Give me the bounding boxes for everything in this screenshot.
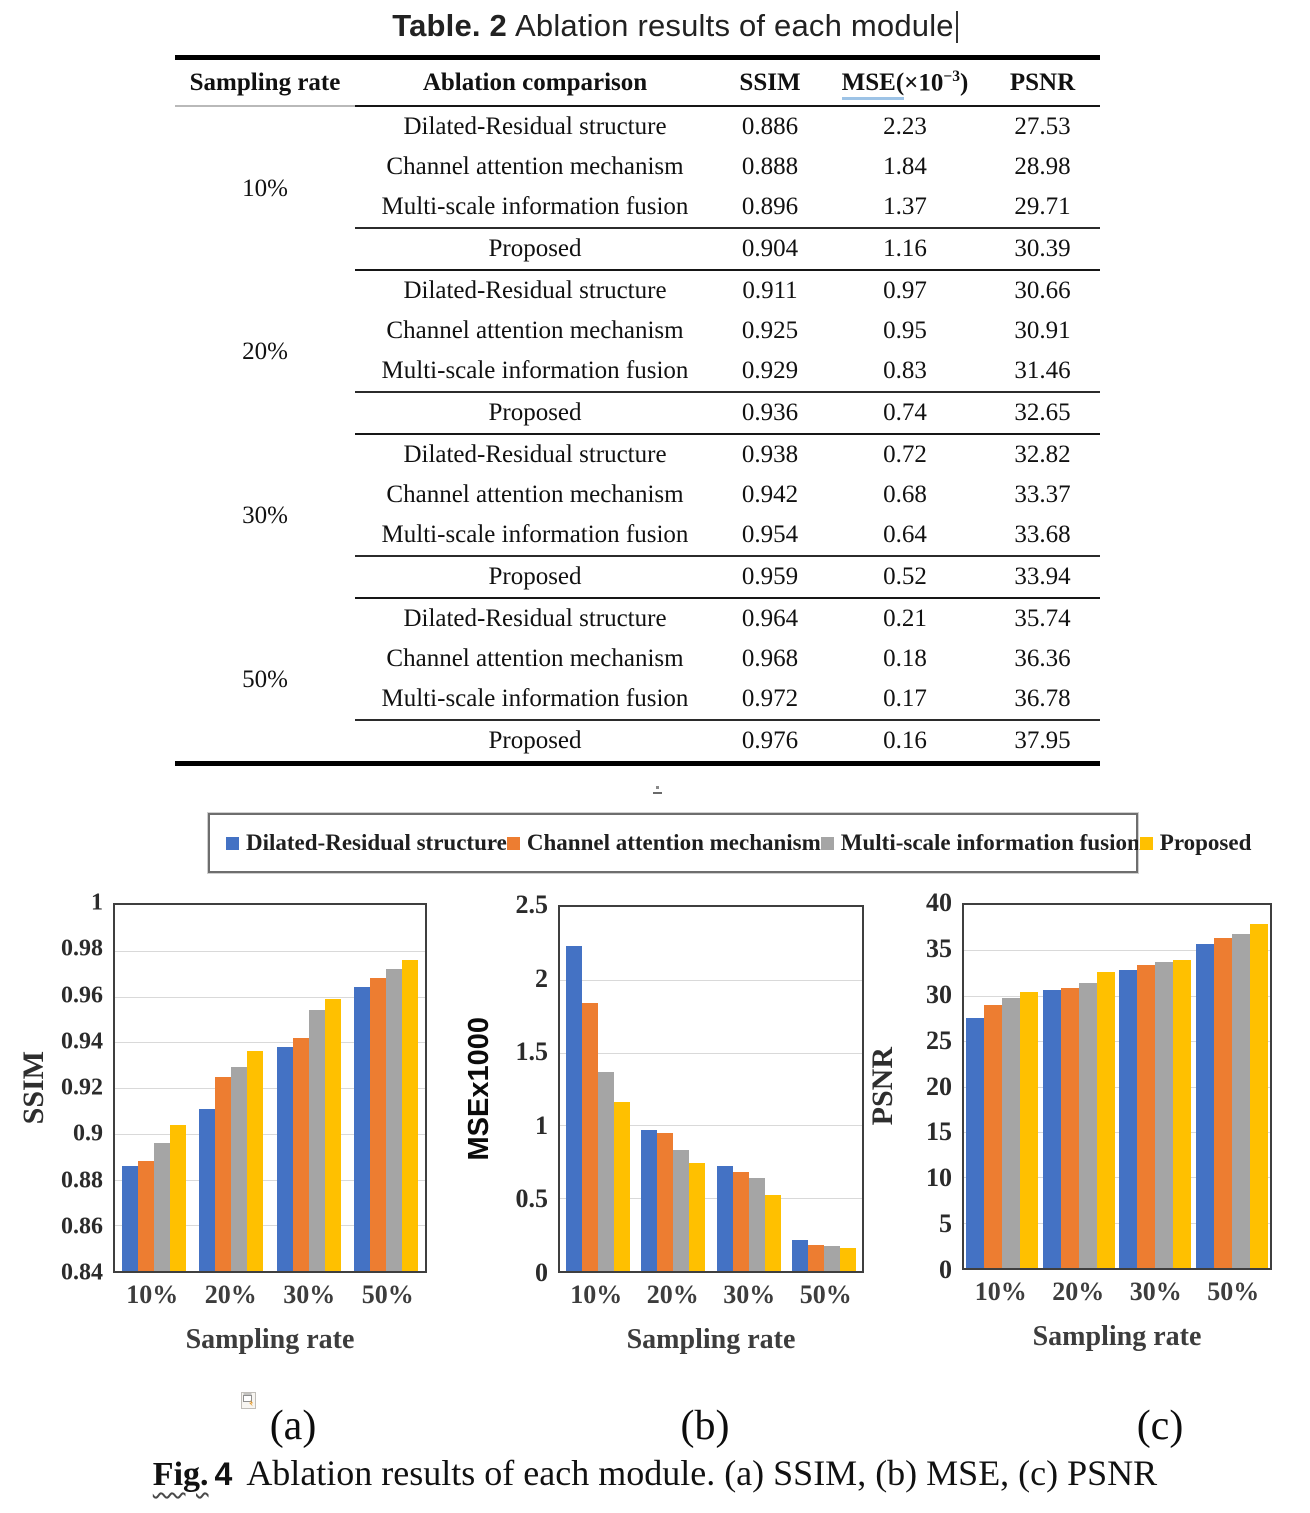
table-cell: Proposed bbox=[355, 228, 715, 270]
y-tick-label: 20 bbox=[926, 1071, 952, 1101]
table-cell: Multi-scale information fusion bbox=[381, 193, 689, 220]
bar-group bbox=[966, 905, 1038, 1268]
bar-group bbox=[1196, 905, 1268, 1268]
table-cell: 0.72 bbox=[883, 441, 927, 468]
table-cell: Dilated-Residual structure bbox=[403, 277, 667, 304]
table-cell: 36.78 bbox=[1014, 685, 1071, 712]
table-cell: 0.97 bbox=[883, 277, 927, 304]
legend-item bbox=[507, 830, 821, 856]
bar bbox=[733, 1172, 749, 1271]
ablation-table bbox=[175, 55, 1100, 766]
x-axis-ticks bbox=[962, 1270, 1272, 1314]
table-cell: 32.65 bbox=[985, 392, 1100, 434]
bar bbox=[824, 1246, 840, 1271]
legend-swatch-icon bbox=[507, 837, 520, 850]
y-tick-label: 10 bbox=[926, 1163, 952, 1193]
y-tick-label: 1 bbox=[91, 889, 103, 916]
y-tick-label: 25 bbox=[926, 1025, 952, 1055]
x-axis-title: Sampling rate bbox=[626, 1324, 796, 1355]
chart-ssim bbox=[13, 889, 427, 1363]
table-cell: 0.938 bbox=[741, 441, 799, 468]
bar bbox=[402, 960, 418, 1271]
subfigure-label-b: (b) bbox=[680, 1403, 730, 1449]
table-cell: 2.23 bbox=[883, 113, 927, 140]
table-header-row bbox=[175, 58, 1100, 107]
bar bbox=[1196, 944, 1214, 1268]
table-cell: 0.888 bbox=[741, 153, 799, 180]
bar bbox=[325, 999, 341, 1271]
bar-group bbox=[354, 905, 418, 1271]
bar bbox=[641, 1130, 657, 1271]
table-cell: 28.98 bbox=[1014, 153, 1071, 180]
table-cell: 0.925 bbox=[741, 317, 799, 344]
y-tick-label: 0.98 bbox=[61, 935, 103, 962]
table-cell: Proposed bbox=[355, 392, 715, 434]
stray-mark bbox=[652, 786, 662, 794]
bar bbox=[1002, 998, 1020, 1268]
bar bbox=[1137, 965, 1155, 1268]
bar bbox=[1097, 972, 1115, 1268]
table-cell: 30.91 bbox=[1014, 317, 1071, 344]
table-cell: 33.68 bbox=[1014, 521, 1071, 548]
table-cell: 0.68 bbox=[883, 481, 927, 508]
table-cell: 0.972 bbox=[741, 685, 799, 712]
bar bbox=[1119, 970, 1137, 1268]
y-axis-title: PSNR bbox=[866, 1047, 899, 1126]
table-cell: Proposed bbox=[355, 720, 715, 764]
table-cell: 0.74 bbox=[825, 392, 985, 434]
plot-area bbox=[113, 903, 427, 1273]
col-header-ablation: Ablation comparison bbox=[355, 58, 715, 107]
table-row bbox=[175, 270, 1100, 311]
bar bbox=[598, 1072, 614, 1271]
y-axis-title: MSEx1000 bbox=[462, 1017, 495, 1161]
y-axis-ticks bbox=[500, 890, 558, 1287]
sampling-rate-cell: 30% bbox=[242, 502, 288, 529]
table-cell: 35.74 bbox=[1014, 605, 1071, 632]
table-cell: 37.95 bbox=[985, 720, 1100, 764]
table-cell: 0.18 bbox=[883, 645, 927, 672]
chart-legend bbox=[208, 813, 1252, 873]
bar-group bbox=[199, 905, 263, 1271]
table-cell: 0.52 bbox=[825, 556, 985, 598]
table-cell: 33.94 bbox=[985, 556, 1100, 598]
bar bbox=[566, 946, 582, 1271]
y-axis-title: SSIM bbox=[17, 1051, 50, 1125]
table-cell: 0.95 bbox=[883, 317, 927, 344]
caption-fig-label: Fig. bbox=[152, 1456, 209, 1493]
stray-mark-dash bbox=[653, 792, 662, 794]
bar bbox=[138, 1161, 154, 1271]
bar-group bbox=[1119, 905, 1191, 1268]
table-cell: Proposed bbox=[355, 556, 715, 598]
bar bbox=[309, 1010, 325, 1271]
caption-fig-number: 4 bbox=[214, 1456, 233, 1492]
x-axis-ticks bbox=[558, 1273, 864, 1317]
table-cell: Multi-scale information fusion bbox=[381, 521, 689, 548]
table-cell: Multi-scale information fusion bbox=[381, 357, 689, 384]
legend-swatch-icon bbox=[226, 837, 239, 850]
bar bbox=[792, 1240, 808, 1271]
sampling-rate-cell: 50% bbox=[242, 665, 288, 693]
x-tick-label: 30% bbox=[283, 1280, 336, 1309]
table-cell: 0.64 bbox=[883, 521, 927, 548]
y-tick-label: 1.5 bbox=[515, 1037, 548, 1067]
table-cell: 0.942 bbox=[741, 481, 799, 508]
table-row bbox=[175, 106, 1100, 147]
bar bbox=[386, 969, 402, 1271]
table-cell: 29.71 bbox=[1014, 193, 1071, 220]
col-header-ssim: SSIM bbox=[715, 58, 825, 107]
table-row bbox=[175, 434, 1100, 475]
y-tick-label: 0.92 bbox=[61, 1074, 103, 1101]
bar bbox=[582, 1003, 598, 1271]
bar bbox=[1214, 938, 1232, 1268]
y-axis-ticks bbox=[904, 888, 962, 1284]
bar bbox=[717, 1166, 733, 1271]
legend-item bbox=[821, 830, 1140, 856]
bar bbox=[1155, 962, 1173, 1268]
table-title-text: Ablation results of each module bbox=[515, 8, 954, 43]
y-tick-label: 2 bbox=[535, 963, 548, 993]
table-cell: 36.36 bbox=[1014, 645, 1071, 672]
y-tick-label: 30 bbox=[926, 979, 952, 1009]
x-tick-label: 20% bbox=[1052, 1277, 1105, 1306]
bar bbox=[122, 1166, 138, 1271]
table-row bbox=[175, 598, 1100, 639]
col-header-psnr: PSNR bbox=[985, 58, 1100, 107]
table-cell: 0.929 bbox=[741, 357, 799, 384]
sampling-rate-cell: 20% bbox=[242, 338, 288, 365]
table-cell: Dilated-Residual structure bbox=[403, 441, 667, 468]
bar bbox=[277, 1047, 293, 1271]
bar bbox=[1250, 924, 1268, 1268]
col-header-sampling-rate: Sampling rate bbox=[175, 58, 355, 107]
table-cell: 31.46 bbox=[1014, 357, 1071, 384]
bar-group bbox=[717, 907, 781, 1271]
table-cell: 0.17 bbox=[883, 685, 927, 712]
table-cell: 0.954 bbox=[741, 521, 799, 548]
plot-area bbox=[558, 905, 864, 1273]
chart-psnr bbox=[862, 888, 1272, 1360]
y-tick-label: 0.96 bbox=[61, 982, 103, 1008]
bar-group bbox=[122, 905, 186, 1271]
plot-area bbox=[962, 903, 1272, 1270]
sampling-rate-cell: 10% bbox=[242, 174, 288, 202]
bar bbox=[1043, 990, 1061, 1268]
table-cell: 0.83 bbox=[883, 357, 927, 384]
table-cell: Dilated-Residual structure bbox=[403, 113, 667, 140]
table-cell: 0.16 bbox=[825, 720, 985, 764]
y-tick-label: 1 bbox=[535, 1110, 548, 1140]
x-axis-title: Sampling rate bbox=[185, 1324, 355, 1355]
legend-label: Dilated-Residual structure bbox=[246, 830, 507, 855]
table-cell: 0.964 bbox=[741, 605, 799, 632]
y-tick-label: 0 bbox=[535, 1258, 548, 1287]
bar bbox=[689, 1163, 705, 1271]
bar-group bbox=[641, 907, 705, 1271]
x-tick-label: 10% bbox=[126, 1280, 179, 1309]
x-tick-label: 20% bbox=[204, 1280, 257, 1309]
bar bbox=[293, 1038, 309, 1271]
bar bbox=[154, 1143, 170, 1271]
y-tick-label: 0.9 bbox=[73, 1120, 103, 1147]
bar bbox=[966, 1018, 984, 1268]
y-tick-label: 0.84 bbox=[61, 1259, 103, 1286]
subfigure-label-c: (c) bbox=[1136, 1403, 1184, 1449]
bar bbox=[1079, 983, 1097, 1268]
bar-group bbox=[792, 907, 856, 1271]
table-cell: 30.66 bbox=[1014, 277, 1071, 304]
text-cursor bbox=[956, 11, 958, 43]
legend-swatch-icon bbox=[1140, 837, 1153, 850]
legend-swatch-icon bbox=[821, 837, 834, 850]
table-cell: 30.39 bbox=[985, 228, 1100, 270]
x-tick-label: 10% bbox=[570, 1280, 623, 1309]
bar-group bbox=[1043, 905, 1115, 1268]
table-cell: 0.896 bbox=[741, 193, 799, 220]
legend-label: Channel attention mechanism bbox=[526, 830, 821, 855]
bar bbox=[614, 1102, 630, 1271]
caption-text: Ablation results of each module. (a) SSIM, (b) MSE, (c) PSNR bbox=[246, 1453, 1158, 1493]
y-tick-label: 40 bbox=[926, 888, 952, 917]
bar bbox=[247, 1051, 263, 1271]
table-cell: 0.21 bbox=[883, 605, 927, 632]
table-cell: Channel attention mechanism bbox=[386, 645, 684, 672]
bar bbox=[215, 1077, 231, 1271]
table-cell: 0.968 bbox=[741, 645, 799, 672]
bar bbox=[170, 1125, 186, 1271]
table-cell: 0.911 bbox=[742, 277, 798, 304]
bar bbox=[1020, 992, 1038, 1268]
x-axis-ticks bbox=[113, 1273, 427, 1317]
y-tick-label: 35 bbox=[926, 933, 952, 963]
table-cell: Channel attention mechanism bbox=[386, 317, 684, 344]
bar-group bbox=[566, 907, 630, 1271]
table-title-number: Table. 2 bbox=[392, 8, 507, 43]
y-tick-label: 0.86 bbox=[61, 1213, 103, 1240]
x-tick-label: 50% bbox=[799, 1280, 852, 1309]
table-title bbox=[0, 8, 1310, 44]
col-header-mse: $MSE(\times 10^{-3})$ bbox=[825, 58, 985, 107]
y-tick-label: 5 bbox=[939, 1209, 952, 1239]
x-tick-label: 20% bbox=[646, 1280, 699, 1309]
bar bbox=[354, 987, 370, 1271]
table-cell: 1.16 bbox=[825, 228, 985, 270]
bar bbox=[370, 978, 386, 1271]
table-cell: 27.53 bbox=[1014, 113, 1071, 140]
y-tick-label: 15 bbox=[926, 1117, 952, 1147]
table-cell: 0.976 bbox=[715, 720, 825, 764]
table-cell: 33.37 bbox=[1014, 481, 1071, 508]
table-cell: 32.82 bbox=[1014, 441, 1071, 468]
table-cell: 1.37 bbox=[883, 193, 927, 220]
y-tick-label: 0.88 bbox=[61, 1167, 103, 1193]
table-cell: Channel attention mechanism bbox=[386, 153, 684, 180]
bar bbox=[231, 1067, 247, 1271]
y-axis-ticks bbox=[55, 889, 113, 1286]
y-tick-label: 0.94 bbox=[61, 1028, 103, 1055]
bar bbox=[808, 1245, 824, 1271]
bar bbox=[1232, 934, 1250, 1268]
legend-item bbox=[226, 830, 507, 856]
stray-mark-dot bbox=[656, 786, 659, 789]
table-cell: Dilated-Residual structure bbox=[403, 605, 667, 632]
chart-mse bbox=[458, 890, 864, 1363]
x-tick-label: 30% bbox=[1129, 1277, 1182, 1306]
subfigure-label-a: (a) bbox=[269, 1403, 317, 1449]
legend-label: Multi-scale information fusion bbox=[840, 830, 1140, 855]
x-tick-label: 10% bbox=[974, 1277, 1027, 1306]
x-tick-label: 50% bbox=[361, 1280, 414, 1309]
x-axis-title: Sampling rate bbox=[1032, 1321, 1202, 1352]
y-tick-label: 0 bbox=[939, 1255, 952, 1284]
bar bbox=[840, 1248, 856, 1271]
bar bbox=[749, 1178, 765, 1271]
y-tick-label: 2.5 bbox=[515, 890, 548, 919]
x-tick-label: 30% bbox=[723, 1280, 776, 1309]
table-cell: 0.904 bbox=[715, 228, 825, 270]
bar bbox=[1061, 988, 1079, 1269]
bar-group bbox=[277, 905, 341, 1271]
table-cell: Multi-scale information fusion bbox=[381, 685, 689, 712]
legend-label: Proposed bbox=[1159, 830, 1252, 855]
bar bbox=[984, 1005, 1002, 1268]
table-cell: 0.959 bbox=[715, 556, 825, 598]
figure-caption bbox=[0, 1452, 1310, 1494]
bar bbox=[657, 1133, 673, 1271]
table-cell: 0.886 bbox=[741, 113, 799, 140]
bar bbox=[673, 1150, 689, 1271]
y-tick-label: 0.5 bbox=[515, 1184, 548, 1214]
bar bbox=[1173, 960, 1191, 1268]
bar bbox=[199, 1109, 215, 1271]
x-tick-label: 50% bbox=[1207, 1277, 1260, 1306]
table-cell: Channel attention mechanism bbox=[386, 481, 684, 508]
table-cell: 0.936 bbox=[715, 392, 825, 434]
table-cell: 1.84 bbox=[883, 153, 927, 180]
bar bbox=[765, 1195, 781, 1271]
legend-item bbox=[1140, 830, 1252, 856]
